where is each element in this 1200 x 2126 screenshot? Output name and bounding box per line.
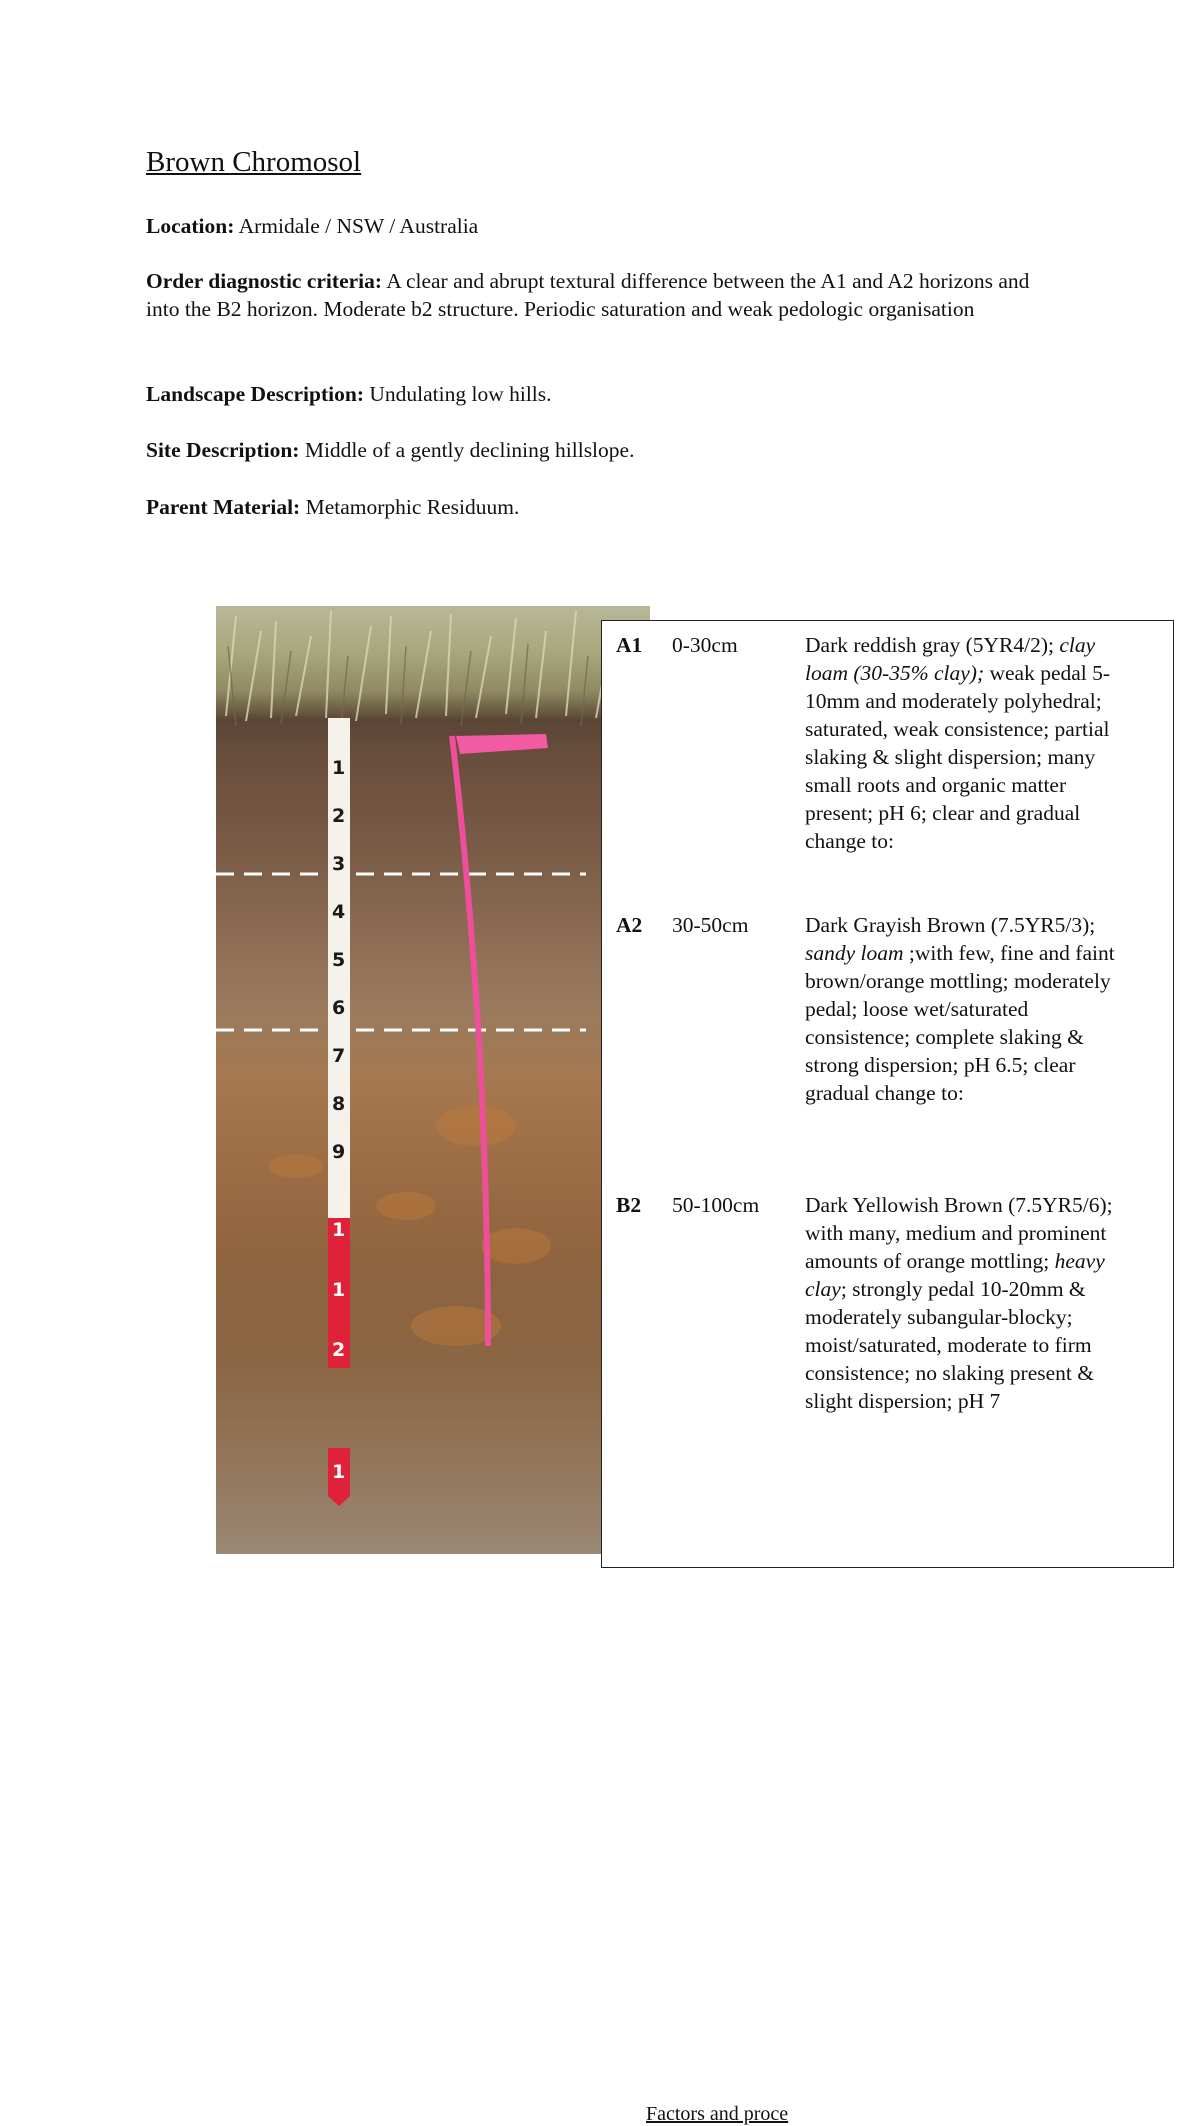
horizon-depth: 30-50cm <box>672 913 749 937</box>
ruler-number: 6 <box>332 997 346 1019</box>
location-line <box>146 212 1046 240</box>
site-label: Site Description: <box>146 438 300 462</box>
grass-icon <box>226 611 636 721</box>
soil-profile-illustration <box>216 606 650 1554</box>
factors-and-processes-link[interactable]: Factors and proce <box>646 2103 789 2125</box>
ruler-number: 5 <box>332 949 346 971</box>
horizon-depth: 50-100cm <box>672 1193 760 1217</box>
ruler-number: 1 <box>332 1461 346 1483</box>
horizon-description: Dark reddish gray (5YR4/2); clay loam (30-35% clay); weak pedal 5-10mm and moderately polyhedral; saturated, weak consistence; partial slaking & slight dispersion; many small roots and organic matter present; pH 6; clear and gradual change to: <box>805 633 1111 853</box>
ruler-number: 2 <box>332 1339 346 1361</box>
page-title: Brown Chromosol <box>146 146 362 178</box>
location-value: Armidale / NSW / Australia <box>234 214 479 238</box>
mottling <box>268 1106 551 1346</box>
parent-material-line <box>146 493 1046 521</box>
parent-material-label: Parent Material: <box>146 495 301 519</box>
landscape-label: Landscape Description: <box>146 382 364 406</box>
ruler-number: 9 <box>332 1141 346 1163</box>
location-label: Location: <box>146 214 235 238</box>
order-criteria-value: A clear and abrupt textural difference between the A1 and A2 horizons and into the B2 horizon. Moderate b2 structure. Periodic saturation and weak pedologic organisation <box>146 269 1030 321</box>
parent-material-value: Metamorphic Residuum. <box>300 495 520 519</box>
ruler-number: 3 <box>332 853 346 875</box>
ruler-number: 8 <box>332 1093 346 1115</box>
horizon-description: Dark Grayish Brown (7.5YR5/3); sandy loam ;with few, fine and faint brown/orange mottling; moderately pedal; loose wet/saturated consistence; complete slaking & strong dispersion; pH 6.5; clear gradual change to: <box>805 913 1115 1105</box>
ruler-number: 7 <box>332 1045 346 1067</box>
landscape-line <box>146 380 1046 408</box>
order-criteria-line <box>146 267 1046 323</box>
ruler-number: 1 <box>332 1279 346 1301</box>
ruler-number: 1 <box>332 1219 346 1241</box>
ruler-number: 2 <box>332 805 346 827</box>
horizon-description-table <box>601 620 1174 1568</box>
horizon-description: Dark Yellowish Brown (7.5YR5/6); with many, medium and prominent amounts of orange mottling; heavy clay; strongly pedal 10-20mm & moderately subangular-blocky; moist/saturated, moderate to firm consistence; no slaking present & slight dispersion; pH 7 <box>805 1193 1113 1413</box>
horizon-depth: 0-30cm <box>672 633 738 657</box>
site-line <box>146 436 1046 464</box>
landscape-value: Undulating low hills. <box>364 382 552 406</box>
order-criteria-label: Order diagnostic criteria: <box>146 269 383 293</box>
horizon-name: A2 <box>616 913 643 937</box>
site-value: Middle of a gently declining hillslope. <box>299 438 635 462</box>
horizon-name: A1 <box>616 633 643 657</box>
horizon-name: B2 <box>616 1193 642 1217</box>
ruler-number: 1 <box>332 757 346 779</box>
ruler-number: 4 <box>332 901 346 923</box>
